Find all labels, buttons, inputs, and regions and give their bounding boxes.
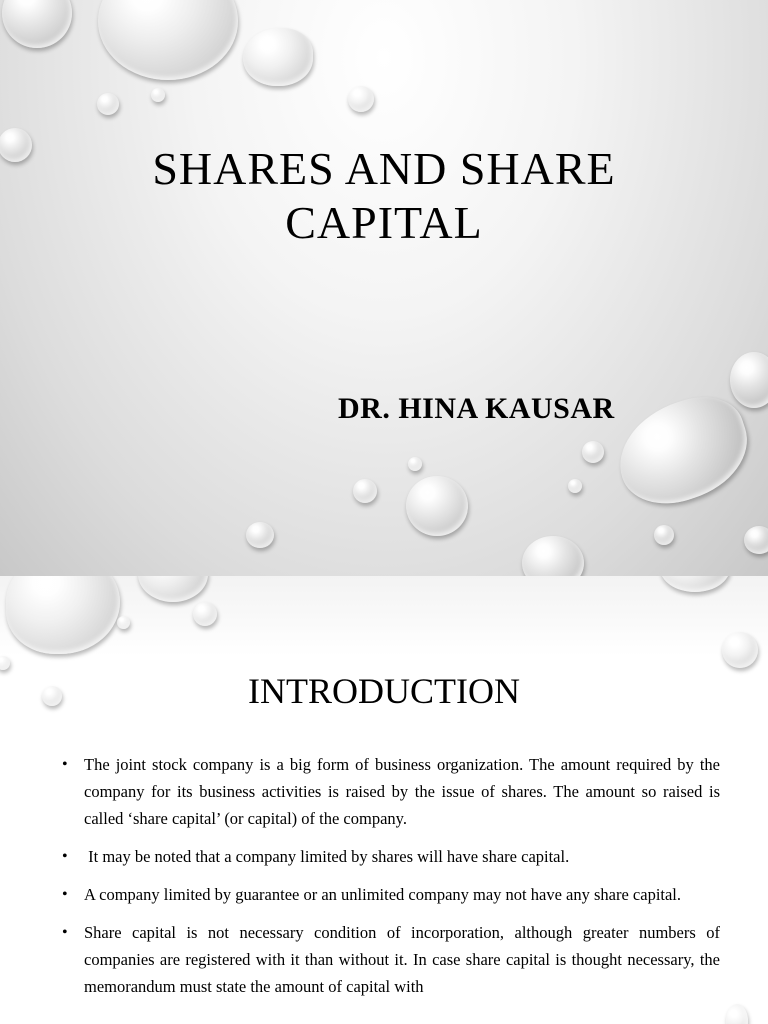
bullet-marker: •	[62, 756, 68, 773]
bullet-text: Share capital is not necessary condition of incorporation, although greater numbers of companies are registered with it than without it. In case share capital is thought necessary, the memorandum must state the amount of capital with	[84, 923, 720, 996]
water-drop-decoration	[138, 576, 208, 602]
water-drop-decoration	[582, 441, 604, 463]
bullet-marker: •	[62, 848, 68, 865]
bullet-list	[62, 751, 720, 1011]
bullet-marker: •	[62, 886, 68, 903]
water-drop-decoration	[408, 457, 422, 471]
bullet-text: A company limited by guarantee or an unlimited company may not have any share capital.	[84, 885, 682, 904]
water-drop-decoration	[117, 616, 130, 629]
water-drop-decoration	[193, 602, 217, 626]
water-drop-decoration	[2, 0, 72, 48]
bullet-marker: •	[62, 924, 68, 941]
water-drop-decoration	[406, 476, 468, 536]
presentation-title	[0, 142, 768, 250]
title-line-1: SHARES AND SHARE	[152, 143, 616, 194]
water-drop-decoration	[722, 632, 758, 668]
bullet-text: It may be noted that a company limited by shares will have share capital.	[84, 847, 570, 866]
list-item	[62, 919, 720, 1000]
water-drop-decoration	[730, 352, 768, 408]
slide-heading: INTRODUCTION	[248, 671, 520, 711]
water-drop-decoration	[243, 28, 313, 86]
list-item	[62, 751, 720, 832]
introduction-slide	[0, 576, 768, 1024]
water-drop-decoration	[744, 526, 768, 554]
water-drop-decoration	[246, 522, 274, 548]
list-item	[62, 843, 720, 870]
water-drop-decoration	[151, 88, 165, 102]
bullet-text: The joint stock company is a big form of business organization. The amount required by the company for its business activities is raised by the issue of shares. The amount so raised is called ‘share capital’ (or capital) of the company.	[84, 755, 720, 828]
water-drop-decoration	[348, 86, 374, 112]
list-item	[62, 881, 720, 908]
water-drop-decoration	[522, 536, 584, 576]
water-drop-decoration	[97, 93, 119, 115]
water-drop-decoration	[353, 479, 377, 503]
water-drop-decoration	[605, 385, 760, 517]
water-drop-decoration	[726, 1004, 748, 1024]
water-drop-decoration	[568, 479, 582, 493]
water-drop-decoration	[660, 576, 730, 592]
water-drop-decoration	[0, 656, 10, 670]
title-line-2: CAPITAL	[285, 197, 483, 248]
water-drop-decoration	[6, 576, 120, 654]
water-drop-decoration	[654, 525, 674, 545]
water-drop-decoration	[98, 0, 238, 80]
author-name: DR. HINA KAUSAR	[338, 392, 615, 425]
